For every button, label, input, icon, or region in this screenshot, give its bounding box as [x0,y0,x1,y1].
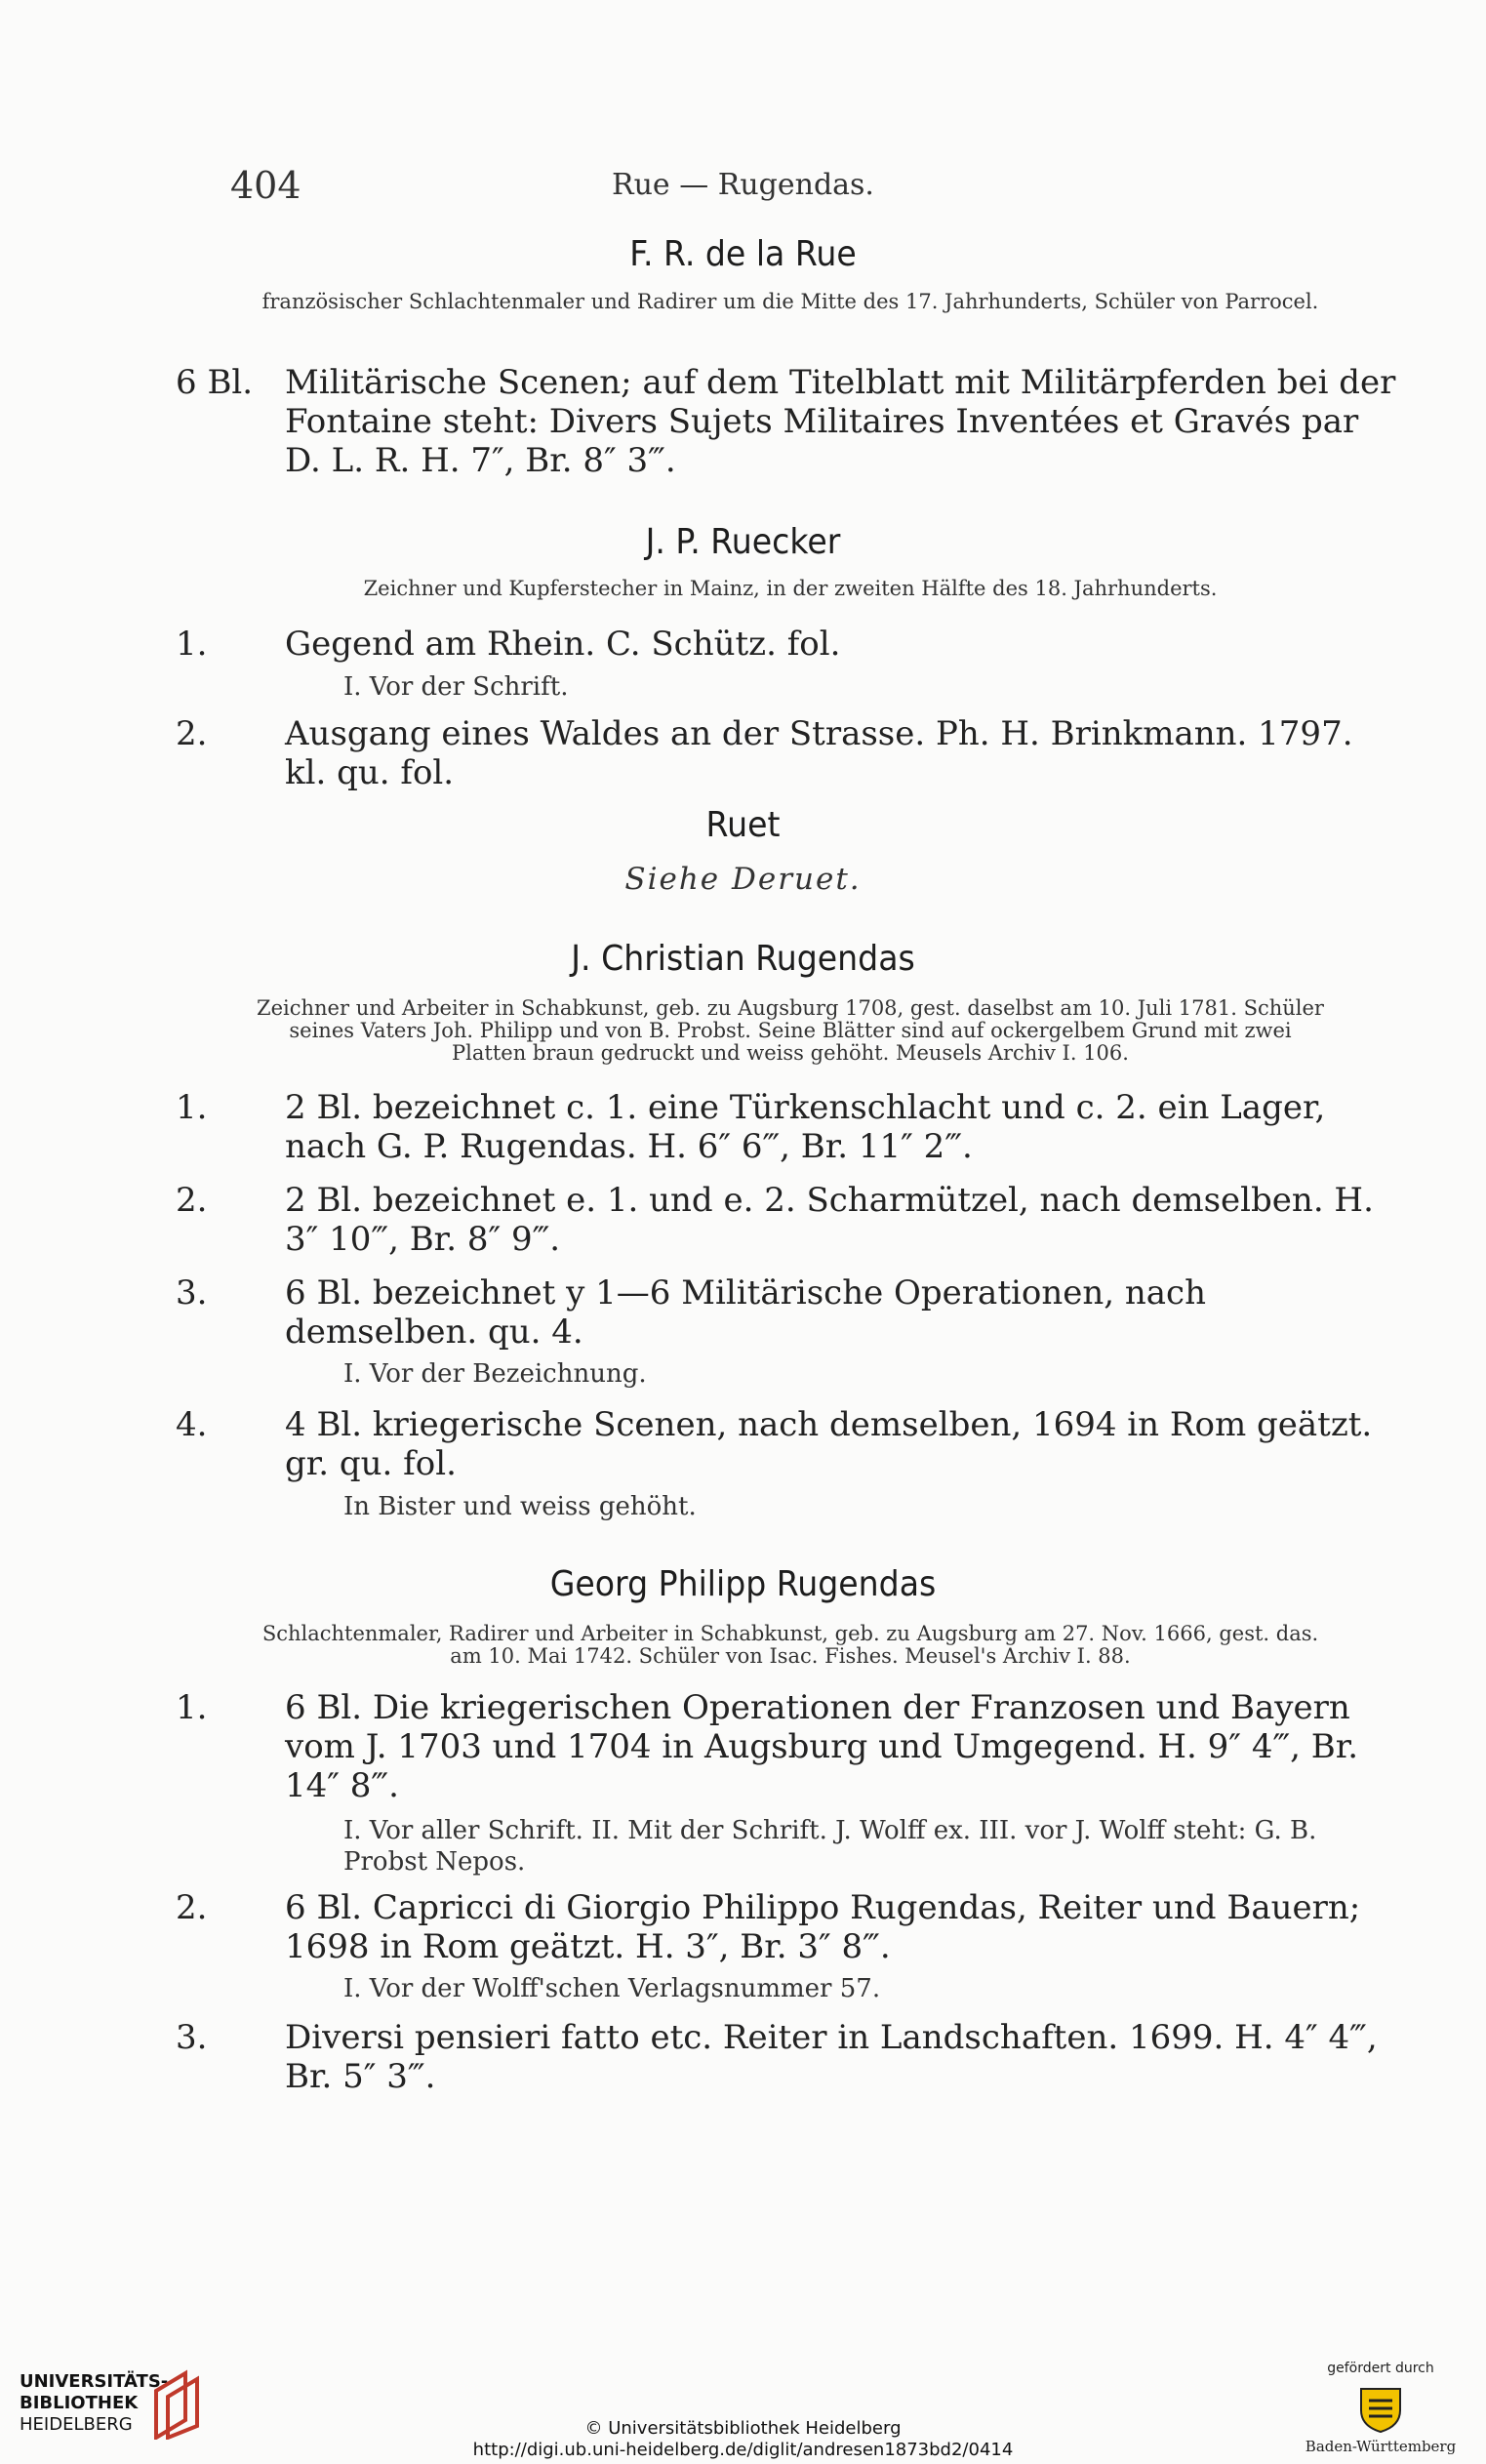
entry-number: 3. [176,1273,208,1313]
catalog-entry [176,2018,1401,2096]
entry-number: 3. [176,2018,208,2057]
artist-heading-georg-philipp-rugendas: Georg Philipp Rugendas [549,1564,937,1604]
library-line-1: UNIVERSITÄTS- [20,2371,169,2392]
artist-heading-ruet: Ruet [705,805,781,845]
library-line-3: HEIDELBERG [20,2414,133,2435]
entry-text: 6 Bl. bezeichnet y 1—6 Militärische Operationen, nach demselben. qu. 4. [285,1273,1206,1352]
catalog-entry [176,1273,1401,1352]
running-title: Rue — Rugendas. [612,168,874,202]
sponsor-label: gefördert durch [1327,2361,1434,2376]
sponsor-block [1298,2360,1464,2455]
artist-bio-de-la-rue: französischer Schlachtenmaler und Radirer um die Mitte des 17. Jahrhunderts, Schüler von Parrocel. [261,290,1319,313]
entry-number: 4. [176,1405,208,1444]
coat-of-arms-icon [1353,2383,1408,2434]
entry-text: Ausgang eines Waldes an der Strasse. Ph. H. Brinkmann. 1797. kl. qu. fol. [285,714,1353,792]
entry-number: 1. [176,1688,208,1727]
entry-text: Gegend am Rhein. C. Schütz. fol. [285,625,841,664]
artist-heading-de-la-rue: F. R. de la Rue [629,234,857,274]
artist-bio-georg-philipp-rugendas: Schlachtenmaler, Radirer und Arbeiter in Schabkunst, geb. zu Augsburg am 27. Nov. 1666, gest. das. am 10. Mai 1742. Schüler von Isac. Fishes. Meusel's Archiv I. 88. [261,1622,1319,1668]
copyright-line: © Universitätsbibliothek Heidelberg [584,2418,902,2439]
entry-text: Diversi pensieri fatto etc. Reiter in Landschaften. 1699. H. 4″ 4‴, Br. 5″ 3‴. [285,2018,1378,2096]
entry-note: I. Vor der Wolff'schen Verlagsnummer 57. [343,1974,881,2003]
entry-note: I. Vor aller Schrift. II. Mit der Schrift. J. Wolff ex. III. vor J. Wolff steht: G. B. Probst Nepos. [343,1816,1317,1877]
catalog-entry [176,1888,1401,1966]
footer-credit [0,2418,1486,2461]
artist-heading-j-christian-rugendas: J. Christian Rugendas [571,939,915,979]
entry-number: 6 Bl. [176,363,254,402]
entry-number: 2. [176,714,208,753]
entry-note: I. Vor der Schrift. [343,672,569,702]
page-number: 404 [230,164,301,207]
entry-number: 1. [176,1088,208,1127]
see-also-reference: Siehe Deruet. [624,862,862,897]
catalog-entry [176,714,1401,792]
source-url[interactable]: http://digi.ub.uni-heidelberg.de/diglit/andresen1873bd2/0414 [472,2440,1014,2460]
entry-text: Militärische Scenen; auf dem Titelblatt mit Militärpferden bei der Fontaine steht: Divers Sujets Militaires Inventées et Gravés par D. L. R. H. 7″, Br. 8″ 3‴. [285,363,1396,480]
entry-text: 2 Bl. bezeichnet c. 1. eine Türkenschlacht und c. 2. ein Lager, nach G. P. Rugendas. H. 6″ 6‴, Br. 11″ 2‴. [285,1088,1326,1166]
library-line-2: BIBLIOTHEK [20,2393,139,2413]
catalog-entry [176,1405,1401,1483]
entry-number: 1. [176,625,208,664]
sponsor-name: Baden-Württemberg [1305,2438,1457,2455]
entry-text: 6 Bl. Capricci di Giorgio Philippo Rugendas, Reiter und Bauern; 1698 in Rom geätzt. H. 3″, Br. 3″ 8‴. [285,1888,1361,1966]
entry-text: 6 Bl. Die kriegerischen Operationen der Franzosen und Bayern vom J. 1703 und 1704 in Augsburg und Umgegend. H. 9″ 4‴, Br. 14″ 8‴. [285,1688,1359,1805]
entry-number: 2. [176,1181,208,1220]
catalog-entry [176,625,1401,664]
artist-bio-j-christian-rugendas: Zeichner und Arbeiter in Schabkunst, geb. zu Augsburg 1708, gest. daselbst am 10. Juli 1781. Schüler seines Vaters Joh. Philipp und von B. Probst. Seine Blätter sind auf ockergelbem Grund mit zwei Platten braun gedruckt und weiss gehöht. Meusels Archiv I. 106. [257,996,1324,1065]
catalog-entry [176,363,1401,480]
entry-note: I. Vor der Bezeichnung. [343,1359,647,1389]
entry-text: 4 Bl. kriegerische Scenen, nach demselben, 1694 in Rom geätzt. gr. qu. fol. [285,1405,1373,1483]
catalog-entry [176,1688,1401,1805]
artist-heading-ruecker: J. P. Ruecker [645,522,841,562]
artist-bio-ruecker: Zeichner und Kupferstecher in Mainz, in der zweiten Hälfte des 18. Jahrhunderts. [363,577,1218,600]
catalog-entry [176,1088,1401,1166]
entry-number: 2. [176,1888,208,1927]
entry-text: 2 Bl. bezeichnet e. 1. und e. 2. Scharmützel, nach demselben. H. 3″ 10‴, Br. 8″ 9‴. [285,1181,1374,1259]
catalog-entry [176,1181,1401,1259]
entry-note: In Bister und weiss gehöht. [343,1492,697,1521]
